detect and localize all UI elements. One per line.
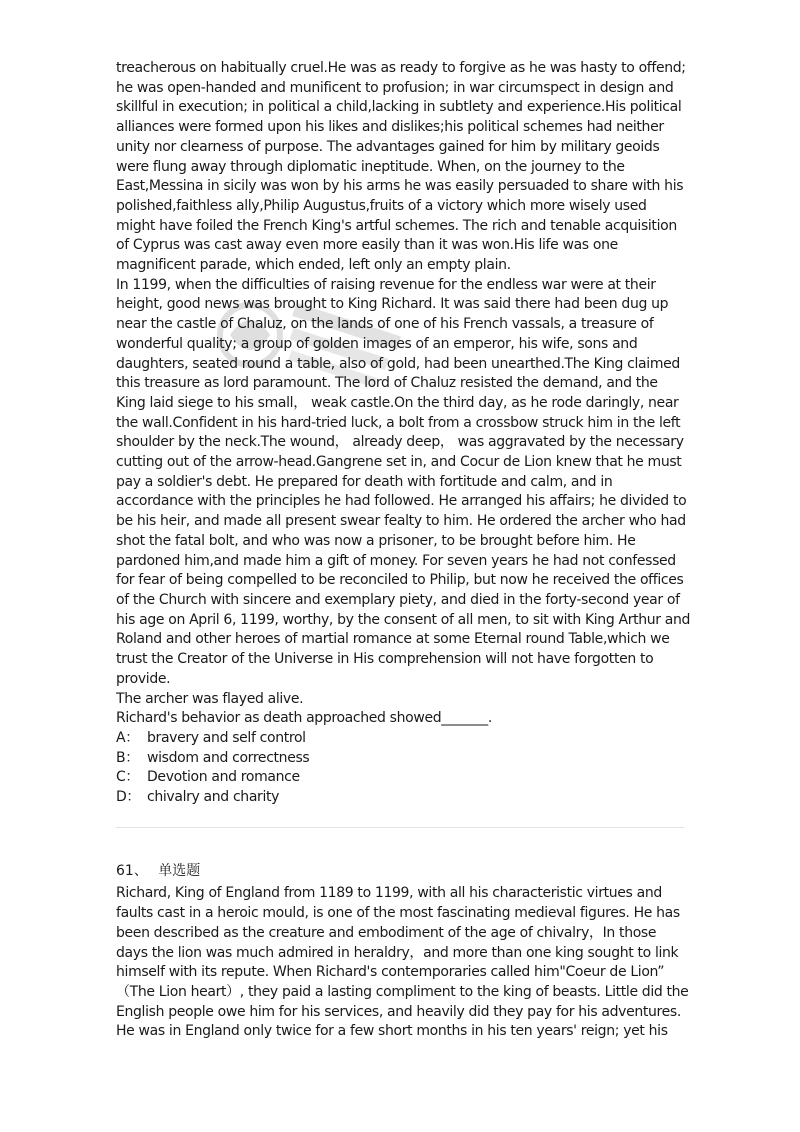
passage-line: shot the fatal bolt, and who was now a prisoner, to be brought before him. He [116, 532, 636, 549]
passage-line: East,Messina in sicily was won by his arms he was easily persuaded to share with his [116, 178, 684, 195]
passage-line: cutting out of the arrow-head.Gangrene set in, and Cocur de Lion knew that he must [116, 454, 682, 471]
passage-line: he was open-handed and munificent to profusion; in war circumspect in design and [116, 79, 674, 96]
passage-line: pay a soldier's debt. He prepared for death with fortitude and calm, and in [116, 473, 613, 490]
passage-line: himself with its repute. When Richard's contemporaries called him"Coeur de Lion” [116, 964, 665, 981]
passage-line: wonderful quality; a group of golden images of an emperor, his wife, sons and [116, 335, 638, 352]
option-text: wisdom and correctness [147, 749, 310, 766]
passage-line: magnificent parade, which ended, left only an empty plain. [116, 257, 511, 274]
passage-line: King laid siege to his small， weak castle.On the third day, as he rode daringly, near [116, 394, 679, 411]
option-text: bravery and self control [147, 729, 306, 746]
passage-line: his age on April 6, 1199, worthy, by the consent of all men, to sit with King Arthur and [116, 611, 691, 628]
option-text: Devotion and romance [147, 769, 300, 786]
question-header [116, 862, 686, 882]
passage-line: for fear of being compelled to be reconciled to Philip, but now he received the offices [116, 572, 684, 589]
option-letter: D： [116, 789, 141, 806]
passage-line: faults cast in a heroic mould, is one of the most fascinating medieval figures. He has [116, 905, 680, 922]
passage-line: Richard, King of England from 1189 to 1199, with all his characteristic virtues and [116, 885, 662, 902]
question-number: 61、 [116, 862, 148, 879]
option-letter: B： [116, 749, 139, 766]
passage-line: polished,faithless ally,Philip Augustus,fruits of a victory which more wisely used [116, 197, 647, 214]
passage-line: were flung away through diplomatic ineptitude. When, on the journey to the [116, 158, 625, 175]
passage-line: this treasure as lord paramount. The lord of Chaluz resisted the demand, and the [116, 375, 658, 392]
passage-line: The archer was flayed alive. [116, 690, 304, 707]
option-letter: C： [116, 769, 140, 786]
passage-line: height, good news was brought to King Richard. It was said there had been dug up [116, 296, 669, 313]
option-a[interactable] [116, 729, 686, 749]
passage-line: daughters, seated round a table, also of gold, had been unearthed.The King claimed [116, 355, 680, 372]
option-text: chivalry and charity [147, 789, 280, 806]
document-page [116, 59, 691, 1042]
passage-line: accordance with the principles he had followed. He arranged his affairs; he divided to [116, 493, 687, 510]
passage-line: provide. [116, 670, 171, 687]
question-type: 单选题 [158, 862, 201, 879]
passage-line: might have foiled the French King's artful schemes. The rich and tenable acquisition [116, 217, 677, 234]
passage-line: Roland and other heroes of martial romance at some Eternal round Table,which we [116, 631, 670, 648]
option-b[interactable] [116, 749, 686, 769]
passage-line: In 1199, when the difficulties of raising revenue for the endless war were at their [116, 276, 656, 293]
passage-line: be his heir, and made all present swear fealty to him. He ordered the archer who had [116, 513, 686, 530]
answer-options [116, 729, 686, 808]
passage-line: the wall.Confident in his hard-tried luck, a bolt from a crossbow struck him in the left [116, 414, 681, 431]
question-stem: Richard's behavior as death approached showed_______. [116, 710, 492, 727]
passage-line: alliances were formed upon his likes and dislikes;his political schemes had neither [116, 119, 664, 136]
passage-line: （The Lion heart）, they paid a lasting compliment to the king of beasts. Little did the [116, 983, 689, 1000]
passage-line: trust the Creator of the Universe in His comprehension will not have forgotten to [116, 651, 654, 668]
passage-line: pardoned him,and made him a gift of money. For seven years he had not confessed [116, 552, 676, 569]
passage-line: of the Church with sincere and exemplary piety, and died in the forty-second year of [116, 591, 680, 608]
passage-line: skillful in execution; in political a child,lacking in subtlety and experience.His political [116, 99, 682, 116]
option-c[interactable] [116, 768, 686, 788]
section-divider [116, 827, 684, 828]
passage-line: treacherous on habitually cruel.He was as ready to forgive as he was hasty to offend; [116, 60, 686, 76]
passage-line: been described as the creature and embodiment of the age of chivalry，In those [116, 924, 657, 941]
passage-line: He was in England only twice for a few short months in his ten years' reign; yet his [116, 1023, 668, 1040]
option-d[interactable] [116, 788, 686, 808]
option-letter: A： [116, 729, 139, 746]
passage-line: of Cyprus was cast away even more easily than it was won.His life was one [116, 237, 618, 254]
passage-line: days the lion was much admired in heraldry，and more than one king sought to link [116, 944, 679, 961]
passage-part2 [116, 884, 689, 1042]
passage-line: shoulder by the neck.The wound， already deep， was aggravated by the necessary [116, 434, 684, 451]
passage-line: unity nor clearness of purpose. The advantages gained for him by military geoids [116, 138, 660, 155]
passage-line: English people owe him for his services, and heavily did they pay for his adventures. [116, 1003, 681, 1020]
passage-part1 [116, 59, 691, 729]
passage-line: near the castle of Chaluz, on the lands of one of his French vassals, a treasure of [116, 316, 654, 333]
